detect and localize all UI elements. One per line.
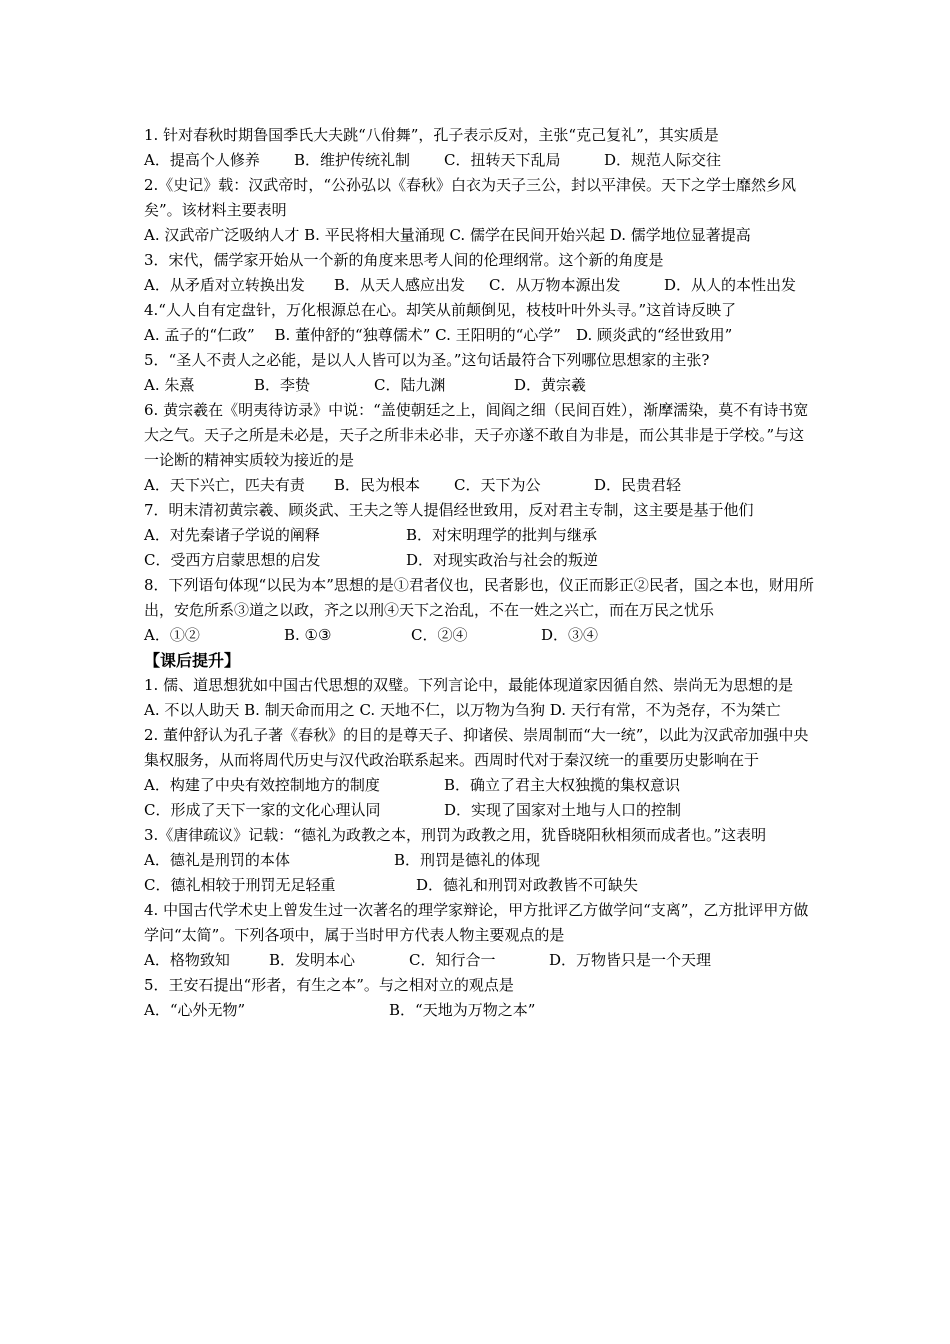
option-d: D．德礼和刑罚对政教皆不可缺失 — [416, 876, 639, 894]
question-3-options — [144, 273, 814, 298]
option-c: C．从万物本源出发 — [489, 276, 621, 294]
question-7-stem: 7．明末清初黄宗羲、顾炎武、王夫之等人提倡经世致用，反对君主专制，这主要是基于他们 — [144, 501, 754, 519]
after-class-question-4-options — [144, 948, 814, 973]
after-class-question-1-stem: 1. 儒、道思想犹如中国古代思想的双璧。下列言论中，最能体现道家因循自然、崇尚无为思想的是 — [144, 676, 794, 694]
option-d: D．黄宗羲 — [514, 376, 587, 394]
option-c: C．知行合一 — [409, 951, 496, 969]
option-b: B．民为根本 — [334, 476, 421, 494]
option-b: B. ①③ — [284, 626, 332, 644]
option-a: A．“心外无物” — [144, 1001, 246, 1019]
question-4-stem: 4.“人人自有定盘针，万化根源总在心。却笑从前颠倒见，枝枝叶叶外头寻。”这首诗反映了 — [144, 301, 737, 319]
option-b: B．确立了君主大权独揽的集权意识 — [444, 776, 681, 794]
after-class-question-3-stem: 3.《唐律疏议》记载：“德礼为政教之本，刑罚为政教之用，犹昏晓阳秋相须而成者也。”这表明 — [144, 826, 767, 844]
after-class-question-5-options — [144, 998, 814, 1023]
question-2-options: A. 汉武帝广泛吸纳人才 B. 平民将相大量涌现 C. 儒学在民间开始兴起 D. 儒学地位显著提高 — [144, 226, 751, 244]
option-b: B．发明本心 — [269, 951, 356, 969]
option-d: D．从人的本性出发 — [664, 276, 797, 294]
option-c: C．②④ — [411, 626, 468, 644]
option-d: D．对现实政治与社会的叛逆 — [406, 551, 599, 569]
option-b: B．“天地为万物之本” — [389, 1001, 536, 1019]
option-b: B．刑罚是德礼的体现 — [394, 851, 541, 869]
question-5-options — [144, 373, 814, 398]
option-a: A．从矛盾对立转换出发 — [144, 276, 305, 294]
option-b: B．李贽 — [254, 376, 311, 394]
question-1-options — [144, 148, 814, 173]
after-class-question-5-stem: 5．王安石提出“形者，有生之本”。与之相对立的观点是 — [144, 976, 514, 994]
question-8-stem: 8．下列语句体现“以民为本”思想的是①君者仪也，民者影也，仪正而影正②民者，国之本也，财用所出，安危所系③道之以政，齐之以刑④天下之治乱，不在一姓之兴亡，而在万民之忧乐 — [144, 576, 814, 619]
option-c: C．扭转天下乱局 — [444, 151, 561, 169]
question-8-options — [144, 623, 814, 648]
option-a: A．对先秦诸子学说的阐释 — [144, 526, 320, 544]
document-page — [144, 123, 814, 1023]
question-7-options-row-1 — [144, 523, 814, 548]
option-d: D．规范人际交往 — [604, 151, 722, 169]
option-c: C．德礼相较于刑罚无足轻重 — [144, 876, 336, 894]
question-7-options-row-2 — [144, 548, 814, 573]
option-d: D．实现了国家对土地与人口的控制 — [444, 801, 682, 819]
option-c: C．天下为公 — [454, 476, 541, 494]
question-1-stem: 1. 针对春秋时期鲁国季氏大夫跳“八佾舞”，孔子表示反对，主张“克己复礼”，其实质是 — [144, 126, 719, 144]
after-class-question-3-options-row-2 — [144, 873, 814, 898]
after-class-question-2-stem: 2. 董仲舒认为孔子著《春秋》的目的是尊天子、抑诸侯、崇周制而“大一统”，以此为汉武帝加强中央集权服务，从而将周代历史与汉代政治联系起来。西周时代对于秦汉统一的重要历史影响在于 — [144, 726, 809, 769]
question-2-stem: 2.《史记》载：汉武帝时，“公孙弘以《春秋》白衣为天子三公，封以平津侯。天下之学士靡然乡风矣”。该材料主要表明 — [144, 176, 796, 219]
option-a: A．提高个人修养 — [144, 151, 260, 169]
after-class-question-4-stem: 4. 中国古代学术史上曾发生过一次著名的理学家辩论，甲方批评乙方做学问“支离”，乙方批评甲方做学问“太简”。下列各项中，属于当时甲方代表人物主要观点的是 — [144, 901, 809, 944]
option-a: A．①② — [144, 626, 200, 644]
question-6-options — [144, 473, 814, 498]
option-b: B．从天人感应出发 — [334, 276, 466, 294]
question-4-options: A. 孟子的“仁政” B. 董仲舒的“独尊儒术” C. 王阳明的“心学” D. 顾炎武的“经世致用” — [144, 326, 733, 344]
question-6-stem: 6. 黄宗羲在《明夷待访录》中说：“盖使朝廷之上，闾阎之细（民间百姓），渐摩濡染，莫不有诗书宽大之气。天子之所是未必是，天子之所非未必非，天子亦遂不敢自为非是，而公其非是于学校。”与这一论断的精神实质较为接近的是 — [144, 401, 809, 469]
option-d: D．民贵君轻 — [594, 476, 682, 494]
option-a: A．德礼是刑罚的本体 — [144, 851, 290, 869]
option-a: A．格物致知 — [144, 951, 230, 969]
option-b: B．维护传统礼制 — [294, 151, 411, 169]
after-class-question-1-options: A. 不以人助天 B. 制天命而用之 C. 天地不仁，以万物为刍狗 D. 天行有常，不为尧存，不为桀亡 — [144, 701, 781, 719]
option-c: C．形成了天下一家的文化心理认同 — [144, 801, 381, 819]
question-5-stem: 5．“圣人不责人之必能，是以人人皆可以为圣。”这句话最符合下列哪位思想家的主张? — [144, 351, 710, 369]
option-a: A．构建了中央有效控制地方的制度 — [144, 776, 380, 794]
after-class-question-3-options-row-1 — [144, 848, 814, 873]
option-b: B．对宋明理学的批判与继承 — [406, 526, 598, 544]
section-heading: 【课后提升】 — [144, 651, 241, 670]
option-c: C．受西方启蒙思想的启发 — [144, 551, 321, 569]
question-3-stem: 3．宋代，儒学家开始从一个新的角度来思考人间的伦理纲常。这个新的角度是 — [144, 251, 664, 269]
option-d: D．③④ — [541, 626, 599, 644]
option-a: A. 朱熹 — [144, 376, 195, 394]
after-class-question-2-options-row-2 — [144, 798, 814, 823]
after-class-question-2-options-row-1 — [144, 773, 814, 798]
option-c: C．陆九渊 — [374, 376, 446, 394]
option-a: A．天下兴亡，匹夫有责 — [144, 476, 305, 494]
option-d: D．万物皆只是一个天理 — [549, 951, 712, 969]
